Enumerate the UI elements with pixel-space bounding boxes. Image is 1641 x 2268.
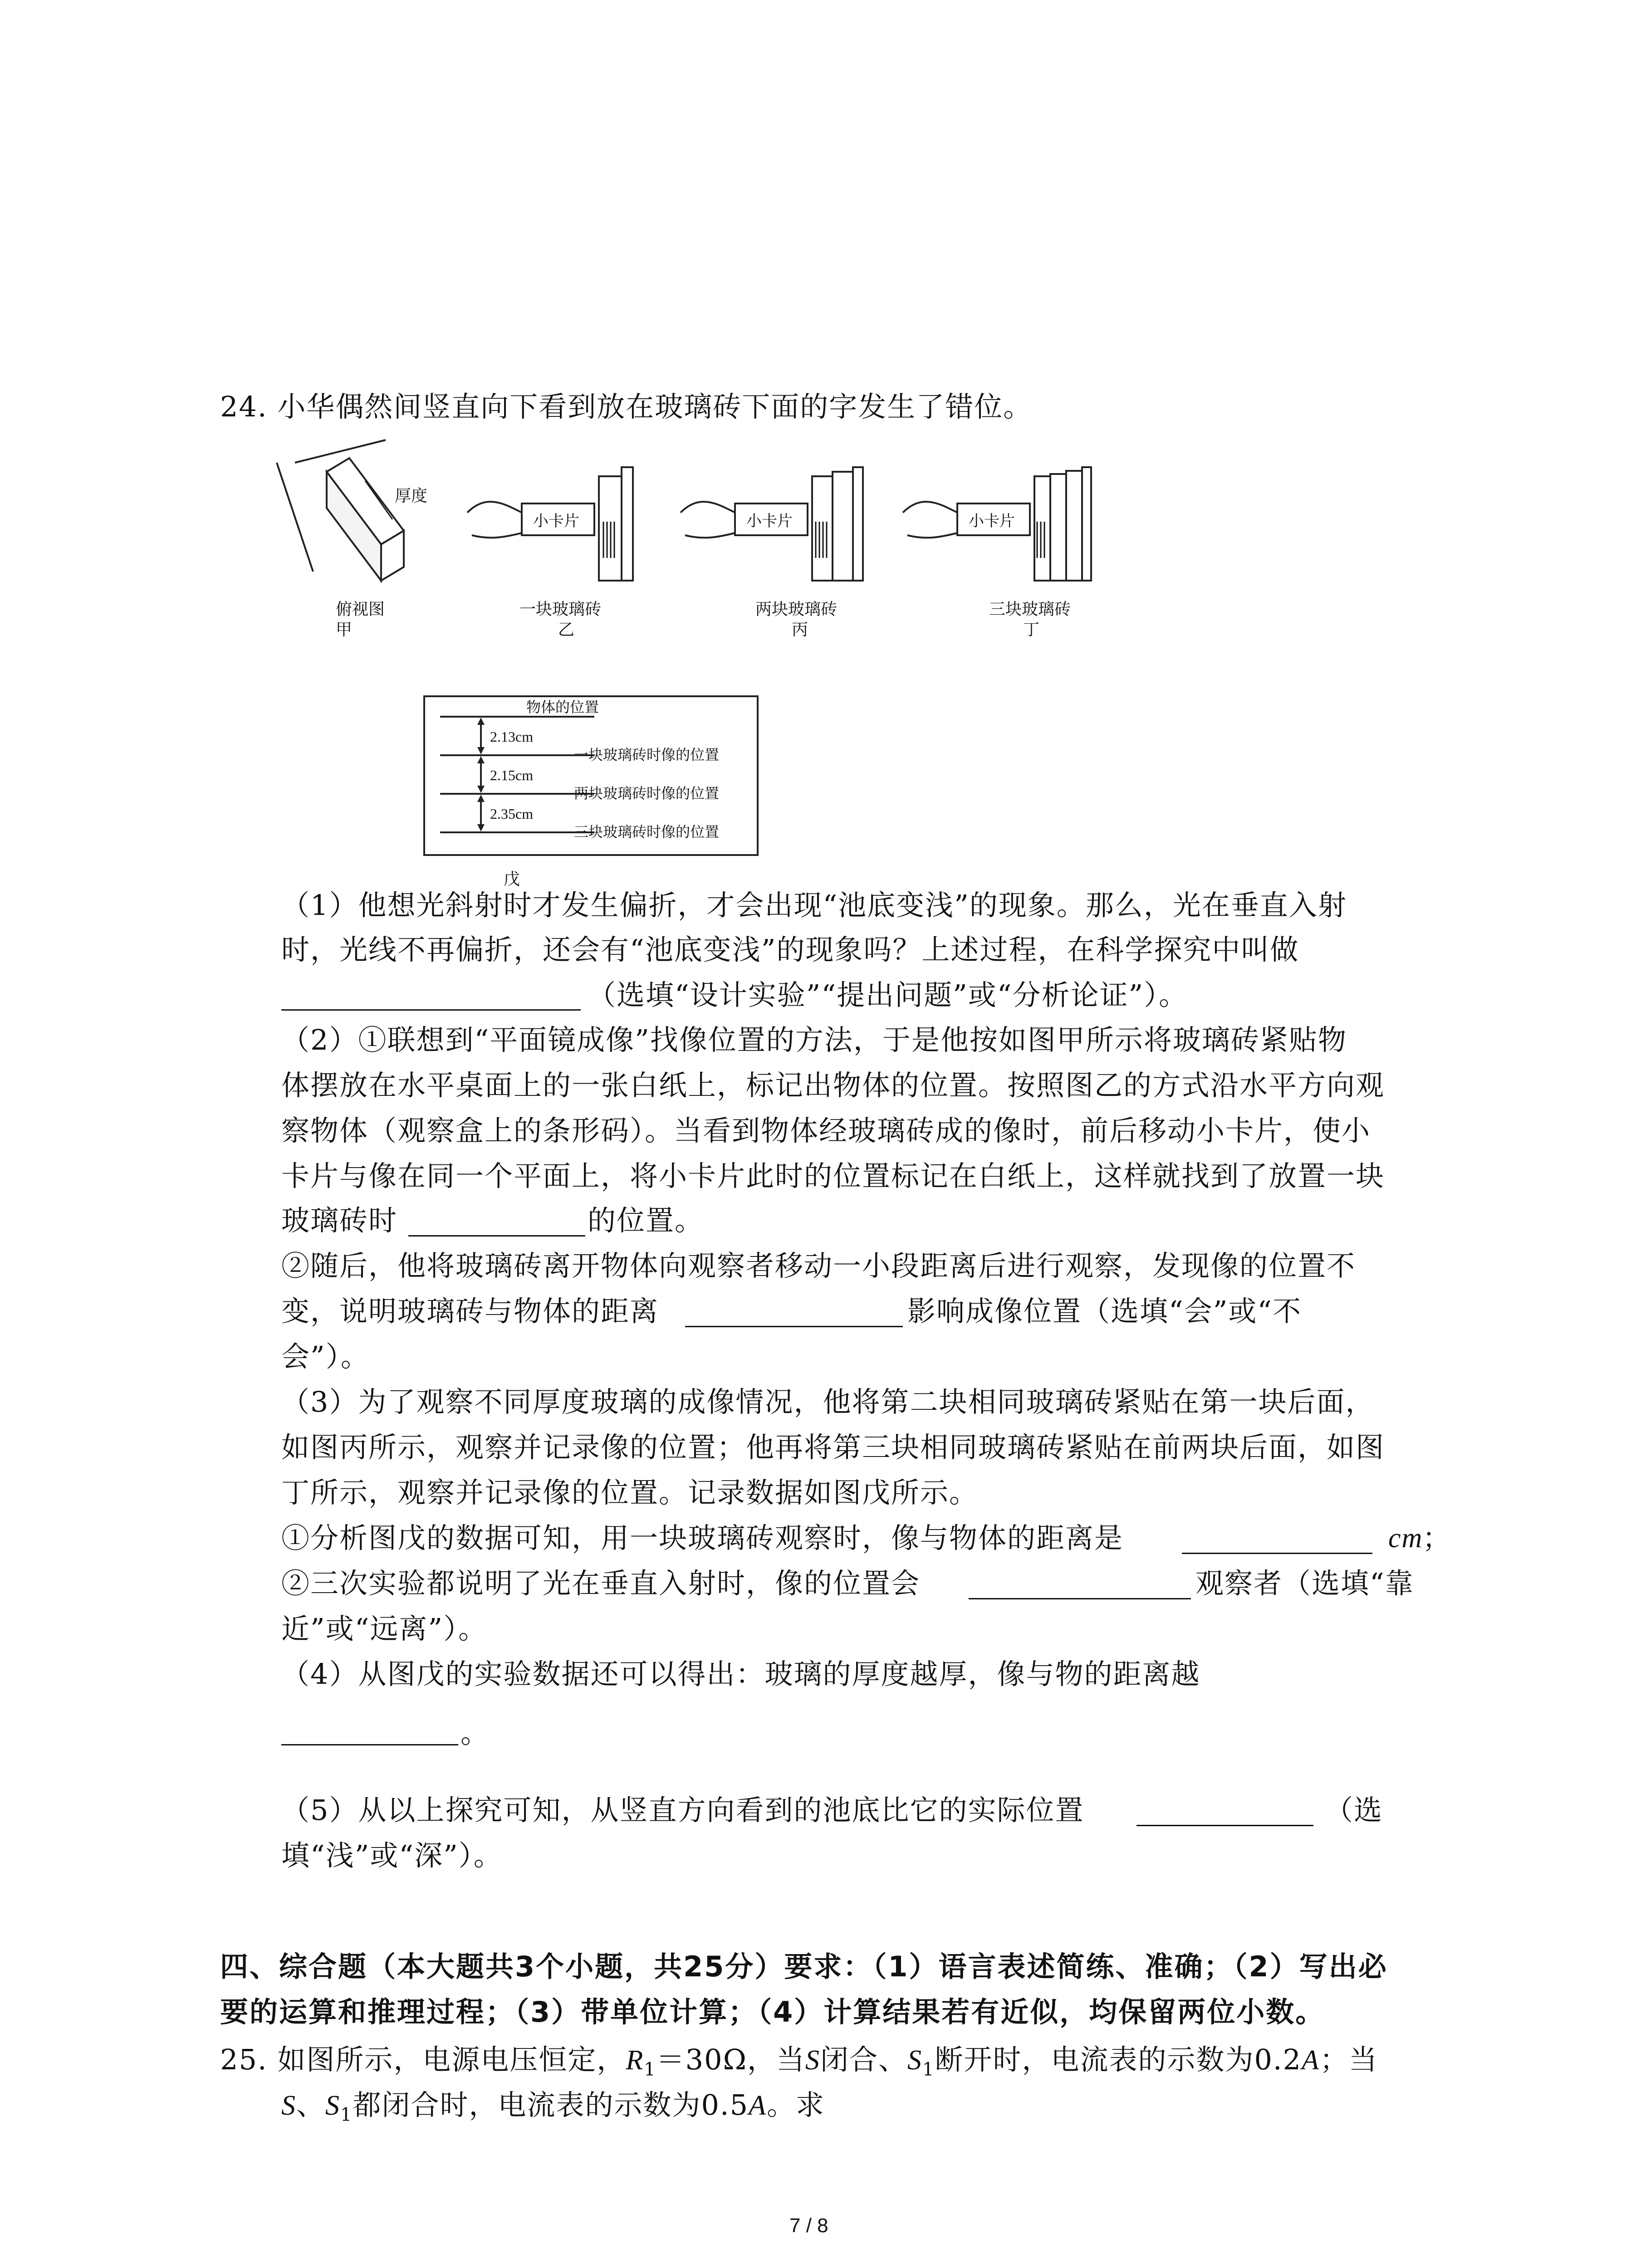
q24-p2-line5a: 玻璃砖时 bbox=[281, 1204, 398, 1237]
distance-two: 2.15cm bbox=[490, 767, 534, 783]
row-two-bricks: 两块玻璃砖时像的位置 bbox=[574, 785, 720, 802]
card-label-1: 小卡片 bbox=[533, 512, 579, 530]
page-number: 7 / 8 bbox=[789, 2214, 828, 2237]
top-view-figure bbox=[277, 440, 404, 581]
caption-yi-1: 一块玻璃砖 bbox=[519, 600, 602, 619]
answer-blank-3[interactable] bbox=[685, 1326, 903, 1327]
unit-cm: cm bbox=[1388, 1523, 1423, 1554]
q24-p5-line1b: （选 bbox=[1325, 1794, 1383, 1827]
distance-three: 2.35cm bbox=[490, 806, 534, 822]
q24-p2-line8: 会”）。 bbox=[281, 1340, 370, 1373]
row-one-brick: 一块玻璃砖时像的位置 bbox=[574, 746, 720, 763]
q24-p3-line1: （3）为了观察不同厚度玻璃的成像情况，他将第二块相同玻璃砖紧贴在第一块后面， bbox=[281, 1385, 1375, 1418]
answer-blank-6[interactable] bbox=[281, 1744, 458, 1745]
q24-p1-line1: （1）他想光斜射时才发生偏折，才会出现“池底变浅”的现象。那么，光在垂直入射 bbox=[281, 889, 1347, 922]
row-object: 物体的位置 bbox=[526, 699, 599, 716]
q24-p2-line6: ②随后，他将玻璃砖离开物体向观察者移动一小段距离后进行观察，发现像的位置不 bbox=[281, 1249, 1356, 1282]
q24-p3-line4c: ； bbox=[1422, 1521, 1452, 1554]
q24-p2-line2: 体摆放在水平桌面上的一张白纸上，标记出物体的位置。按照图乙的方式沿水平方向观 bbox=[281, 1069, 1385, 1102]
q24-p3-line4a: ①分析图戊的数据可知，用一块玻璃砖观察时，像与物体的距离是 bbox=[281, 1521, 1124, 1554]
q25-number: 25. bbox=[220, 2043, 268, 2076]
card-label-3: 小卡片 bbox=[969, 512, 1015, 530]
caption-ding-1: 三块玻璃砖 bbox=[989, 600, 1071, 619]
q24-p5-line2: 填“浅”或“深”）。 bbox=[281, 1839, 503, 1872]
q24-p3-line5a: ②三次实验都说明了光在垂直入射时，像的位置会 bbox=[281, 1567, 921, 1600]
q25-line1: 25. 如图所示，电源电压恒定，$R_1=30\Omega$，当S闭合、$S_1$断开时，电流表的示数为0.2A；当 bbox=[220, 2043, 1378, 2080]
section4-heading-line2: 要的运算和推理过程；（3）带单位计算；（4）计算结果若有近似，均保留两位小数。 bbox=[220, 1995, 1325, 2028]
distance-one: 2.13cm bbox=[490, 728, 534, 745]
q24-p4-line1: （4）从图戊的实验数据还可以得出：玻璃的厚度越厚，像与物的距离越 bbox=[281, 1657, 1200, 1691]
caption-yi-2: 乙 bbox=[558, 621, 575, 639]
q24-p2-line3: 察物体（观察盒上的条形码）。当看到物体经玻璃砖成的像时，前后移动小卡片，使小 bbox=[281, 1114, 1371, 1147]
caption-jia-1: 俯视图 bbox=[336, 600, 385, 619]
q24-p1-line3: （选填“设计实验”“提出问题”或“分析论证”）。 bbox=[588, 978, 1188, 1012]
answer-blank-7[interactable] bbox=[1136, 1825, 1313, 1826]
q24-p2-line7a: 变，说明玻璃砖与物体的距离 bbox=[281, 1295, 659, 1328]
q24-p2-line1: （2）①联想到“平面镜成像”找像位置的方法，于是他按如图甲所示将玻璃砖紧贴物 bbox=[281, 1023, 1347, 1056]
figure-glass-bricks bbox=[268, 431, 1098, 685]
q24-p2-line4: 卡片与像在同一个平面上，将小卡片此时的位置标记在白纸上，这样就找到了放置一块 bbox=[281, 1159, 1385, 1193]
caption-jia-2: 甲 bbox=[336, 621, 353, 639]
caption-bing-1: 两块玻璃砖 bbox=[755, 600, 838, 619]
q24-p3-line6: 近”或“远离”）。 bbox=[281, 1612, 488, 1645]
q24-p2-line7b: 影响成像位置（选填“会”或“不 bbox=[907, 1295, 1302, 1328]
q24-p1-line2: 时，光线不再偏折，还会有“池底变浅”的现象吗？上述过程，在科学探究中叫做 bbox=[281, 933, 1299, 966]
figure-wu-diagram bbox=[422, 694, 762, 898]
answer-blank-1[interactable] bbox=[281, 1009, 581, 1011]
card-label-2: 小卡片 bbox=[746, 512, 793, 530]
row-three-bricks: 三块玻璃砖时像的位置 bbox=[574, 823, 720, 841]
caption-wu: 戊 bbox=[504, 870, 520, 889]
q24-p3-line5b: 观察者（选填“靠 bbox=[1195, 1567, 1414, 1600]
answer-blank-4[interactable] bbox=[1182, 1553, 1372, 1554]
caption-ding-2: 丁 bbox=[1023, 621, 1040, 639]
thickness-label: 厚度 bbox=[395, 487, 428, 505]
q24-p5-line1a: （5）从以上探究可知，从竖直方向看到的池底比它的实际位置 bbox=[281, 1794, 1084, 1827]
answer-blank-5[interactable] bbox=[969, 1598, 1191, 1599]
q24-p2-line5b: 的位置。 bbox=[588, 1204, 704, 1237]
q25-line2: S、$S_1$都闭合时，电流表的示数为0.5A。求 bbox=[281, 2088, 825, 2126]
q24-p3-line3: 丁所示，观察并记录像的位置。记录数据如图戊所示。 bbox=[281, 1476, 979, 1509]
q24-p3-line2: 如图丙所示，观察并记录像的位置；他再将第三块相同玻璃砖紧贴在前两块后面，如图 bbox=[281, 1431, 1385, 1464]
answer-blank-2[interactable] bbox=[408, 1235, 585, 1237]
q24-p4-line2: 。 bbox=[460, 1716, 490, 1750]
caption-bing-2: 丙 bbox=[792, 621, 808, 639]
q24-title: 24. 小华偶然间竖直向下看到放在玻璃砖下面的字发生了错位。 bbox=[220, 390, 1033, 423]
section4-heading-line1: 四、综合题（本大题共3个小题，共25分）要求：（1）语言表述简练、准确；（2）写出必 bbox=[220, 1950, 1388, 1983]
